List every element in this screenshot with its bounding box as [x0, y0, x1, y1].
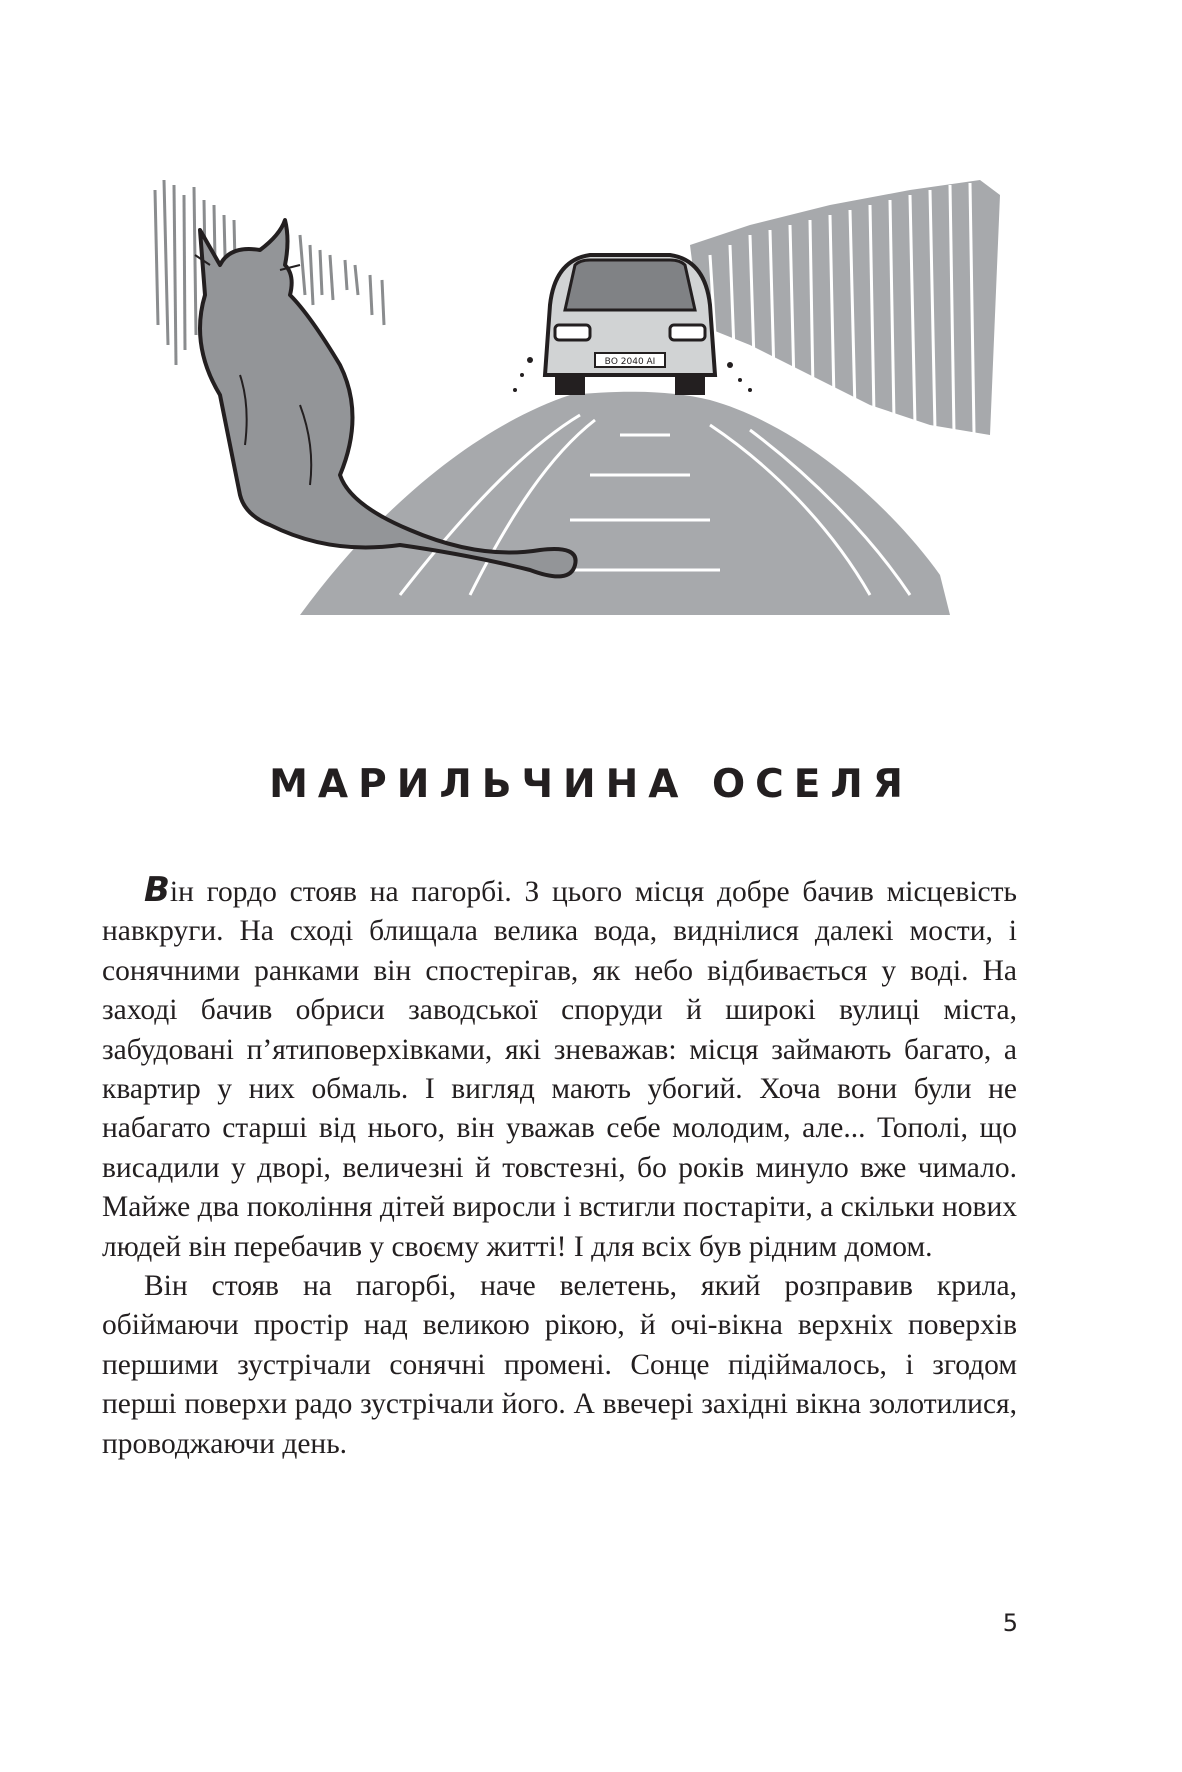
paragraph-2-text: Він стояв на пагорбі, наче велетень, який розправив крила, обіймаючи простір над великою рікою, й очі-вікна верхніх поверхів першими зустрічали сонячні промені. Сонце підіймалось, і згодом перші поверхи радо зустрічали його. А ввечері західні вікна золотилися, проводжаючи день. — [102, 1270, 1017, 1460]
illustration-canvas — [150, 175, 1010, 620]
page-number: 5 — [1002, 1609, 1018, 1637]
paragraph-1-text: ін гордо стояв на пагорбі. З цього місця добре бачив місцевість навкруги. На сході блищала велика вода, виднілися далекі мости, і сонячними ранками він спостерігав, як небо відбивається у воді. На заході бачив обриси заводської споруди й широкі вулиці міста, забудовані п’ятиповерхівками, які зневажав: місця займають багато, а квартир у них обмаль. І вигляд мають убогий. Хоча вони були не набагато старші від нього, він уважав себе молодим, але... Тополі, що висадили у дворі, величезні й товстезні, бо років минуло вже чимало. Майже два покоління дітей виросли і встигли постаріти, а скільки нових людей він перебачив у своєму житті! І для всіх був рідним домом. — [102, 876, 1017, 1263]
drop-cap: В — [144, 870, 170, 910]
road — [300, 392, 950, 615]
chapter-title: МАРИЛЬЧИНА ОСЕЛЯ — [269, 762, 913, 807]
right-gray-block — [690, 180, 1000, 435]
body-text — [102, 871, 1017, 1464]
car-icon — [545, 255, 715, 395]
paragraph-2 — [102, 1267, 1017, 1464]
license-plate: ВО 2040 АІ — [604, 357, 656, 367]
cat-watching-car-illustration — [150, 175, 1010, 620]
paragraph-1 — [102, 871, 1017, 1267]
